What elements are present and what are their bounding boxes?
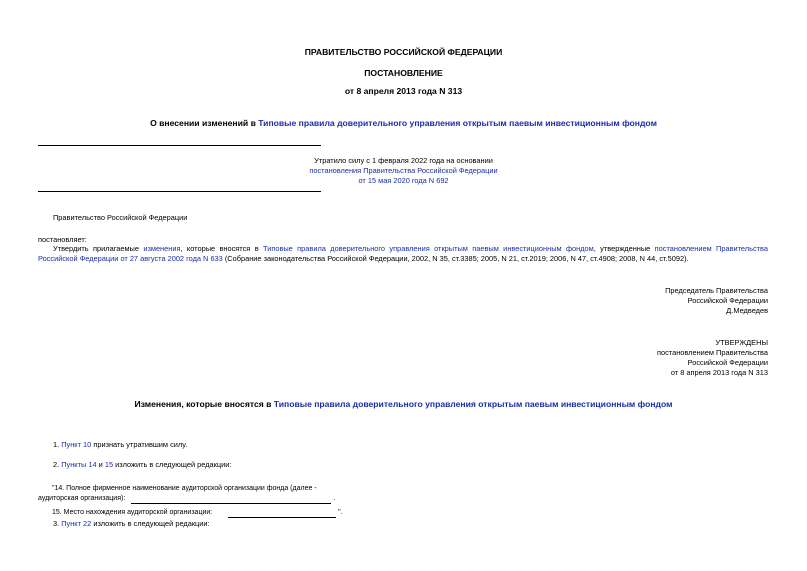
quote-15-label: 15. Место нахождения аудиторской организации:: [52, 509, 213, 516]
signature-block: [500, 286, 768, 316]
rules-link[interactable]: Типовые правила доверительного управления открытым паевым инвестиционным фондом: [263, 244, 594, 253]
item-1-text: признать утратившим силу.: [91, 440, 188, 449]
resolution-text-2: , которые вносятся в: [180, 244, 264, 253]
item-3: [53, 519, 210, 529]
approved-org: Российской Федерации: [687, 358, 768, 367]
decree-633-link-part1: постановлением Правительства Российской: [38, 244, 768, 263]
item-3-clause-link[interactable]: Пункт 22: [61, 519, 92, 528]
quote-15-end: ".: [338, 509, 343, 516]
quote-14-label: аудиторская организация):: [38, 495, 126, 502]
approved-heading: УТВЕРЖДЕНЫ: [715, 338, 768, 347]
approved-block: [500, 338, 768, 378]
signature-org: Российской Федерации: [687, 296, 768, 305]
issuer-text: Правительство Российской Федерации: [53, 213, 188, 222]
item-3-number: 3.: [53, 519, 62, 528]
quote-15: [52, 508, 343, 518]
item-3-text: изложить в следующей редакции:: [91, 519, 210, 528]
repeal-decree-link[interactable]: постановления Правительства Российской Федерации: [309, 166, 498, 175]
changes-link[interactable]: изменения: [143, 244, 181, 253]
title-rules-link[interactable]: Типовые правила доверительного управления открытым паевым инвестиционным фондом: [258, 118, 657, 128]
item-1-number: 1.: [53, 440, 62, 449]
item-2-and: и: [96, 460, 105, 469]
quote-14-line1: "14. Полное фирменное наименование аудиторской организации фонда (далее -: [52, 485, 317, 492]
item-2: [53, 460, 231, 470]
government-heading: ПРАВИТЕЛЬСТВО РОССИЙСКОЙ ФЕДЕРАЦИИ: [304, 47, 503, 57]
item-2-clause-14-link[interactable]: Пункты 14: [61, 460, 97, 469]
resolution-text-4: (Собрание законодательства Российской Федерации, 2002, N 35, ст.3385; 2005, N 21, ст.2019; 2006, N 47, ст.4908; 2008, N 44, ст.5092).: [222, 254, 689, 263]
quote-14-line2: [38, 494, 335, 504]
changes-title-prefix: Изменения, которые вносятся в: [134, 399, 274, 409]
approved-date: от 8 апреля 2013 года N 313: [670, 368, 768, 377]
repeal-decree-date-link[interactable]: от 15 мая 2020 года N 692: [358, 176, 449, 185]
resolution-text-1: Утвердить прилагаемые: [53, 244, 144, 253]
auditor-location-blank: [228, 509, 336, 518]
decrees-text: постановляет:: [38, 235, 87, 244]
repeal-note-line1: Утратило силу с 1 февраля 2022 года на основании: [314, 156, 493, 165]
item-2-number: 2.: [53, 460, 62, 469]
item-1-clause-link[interactable]: Пункт 10: [61, 440, 92, 449]
quote-14-end: .: [333, 495, 336, 502]
item-2-text: изложить в следующей редакции:: [113, 460, 232, 469]
document-type: ПОСТАНОВЛЕНИЕ: [364, 68, 443, 78]
resolution-text-3: , утвержденные: [593, 244, 655, 253]
document-title-prefix: О внесении изменений в: [150, 118, 259, 128]
resolution-paragraph: [38, 244, 768, 264]
document-date-number: от 8 апреля 2013 года N 313: [344, 86, 463, 96]
item-1: [53, 440, 187, 450]
changes-title: [0, 399, 807, 409]
signature-position: Председатель Правительства: [665, 286, 768, 295]
auditor-name-blank: [131, 495, 331, 504]
changes-title-rules-link[interactable]: Типовые правила доверительного управления открытым паевым инвестиционным фондом: [273, 399, 673, 409]
item-2-clause-15-link[interactable]: 15: [104, 460, 114, 469]
note-bottom-rule: [38, 191, 321, 192]
signature-name: Д.Медведев: [726, 306, 768, 315]
document-title: [0, 118, 807, 128]
approved-by: постановлением Правительства: [657, 348, 768, 357]
note-top-rule: [38, 145, 321, 146]
decree-633-link-part2: Федерации от 27 августа 2002 года N 633: [79, 254, 223, 263]
